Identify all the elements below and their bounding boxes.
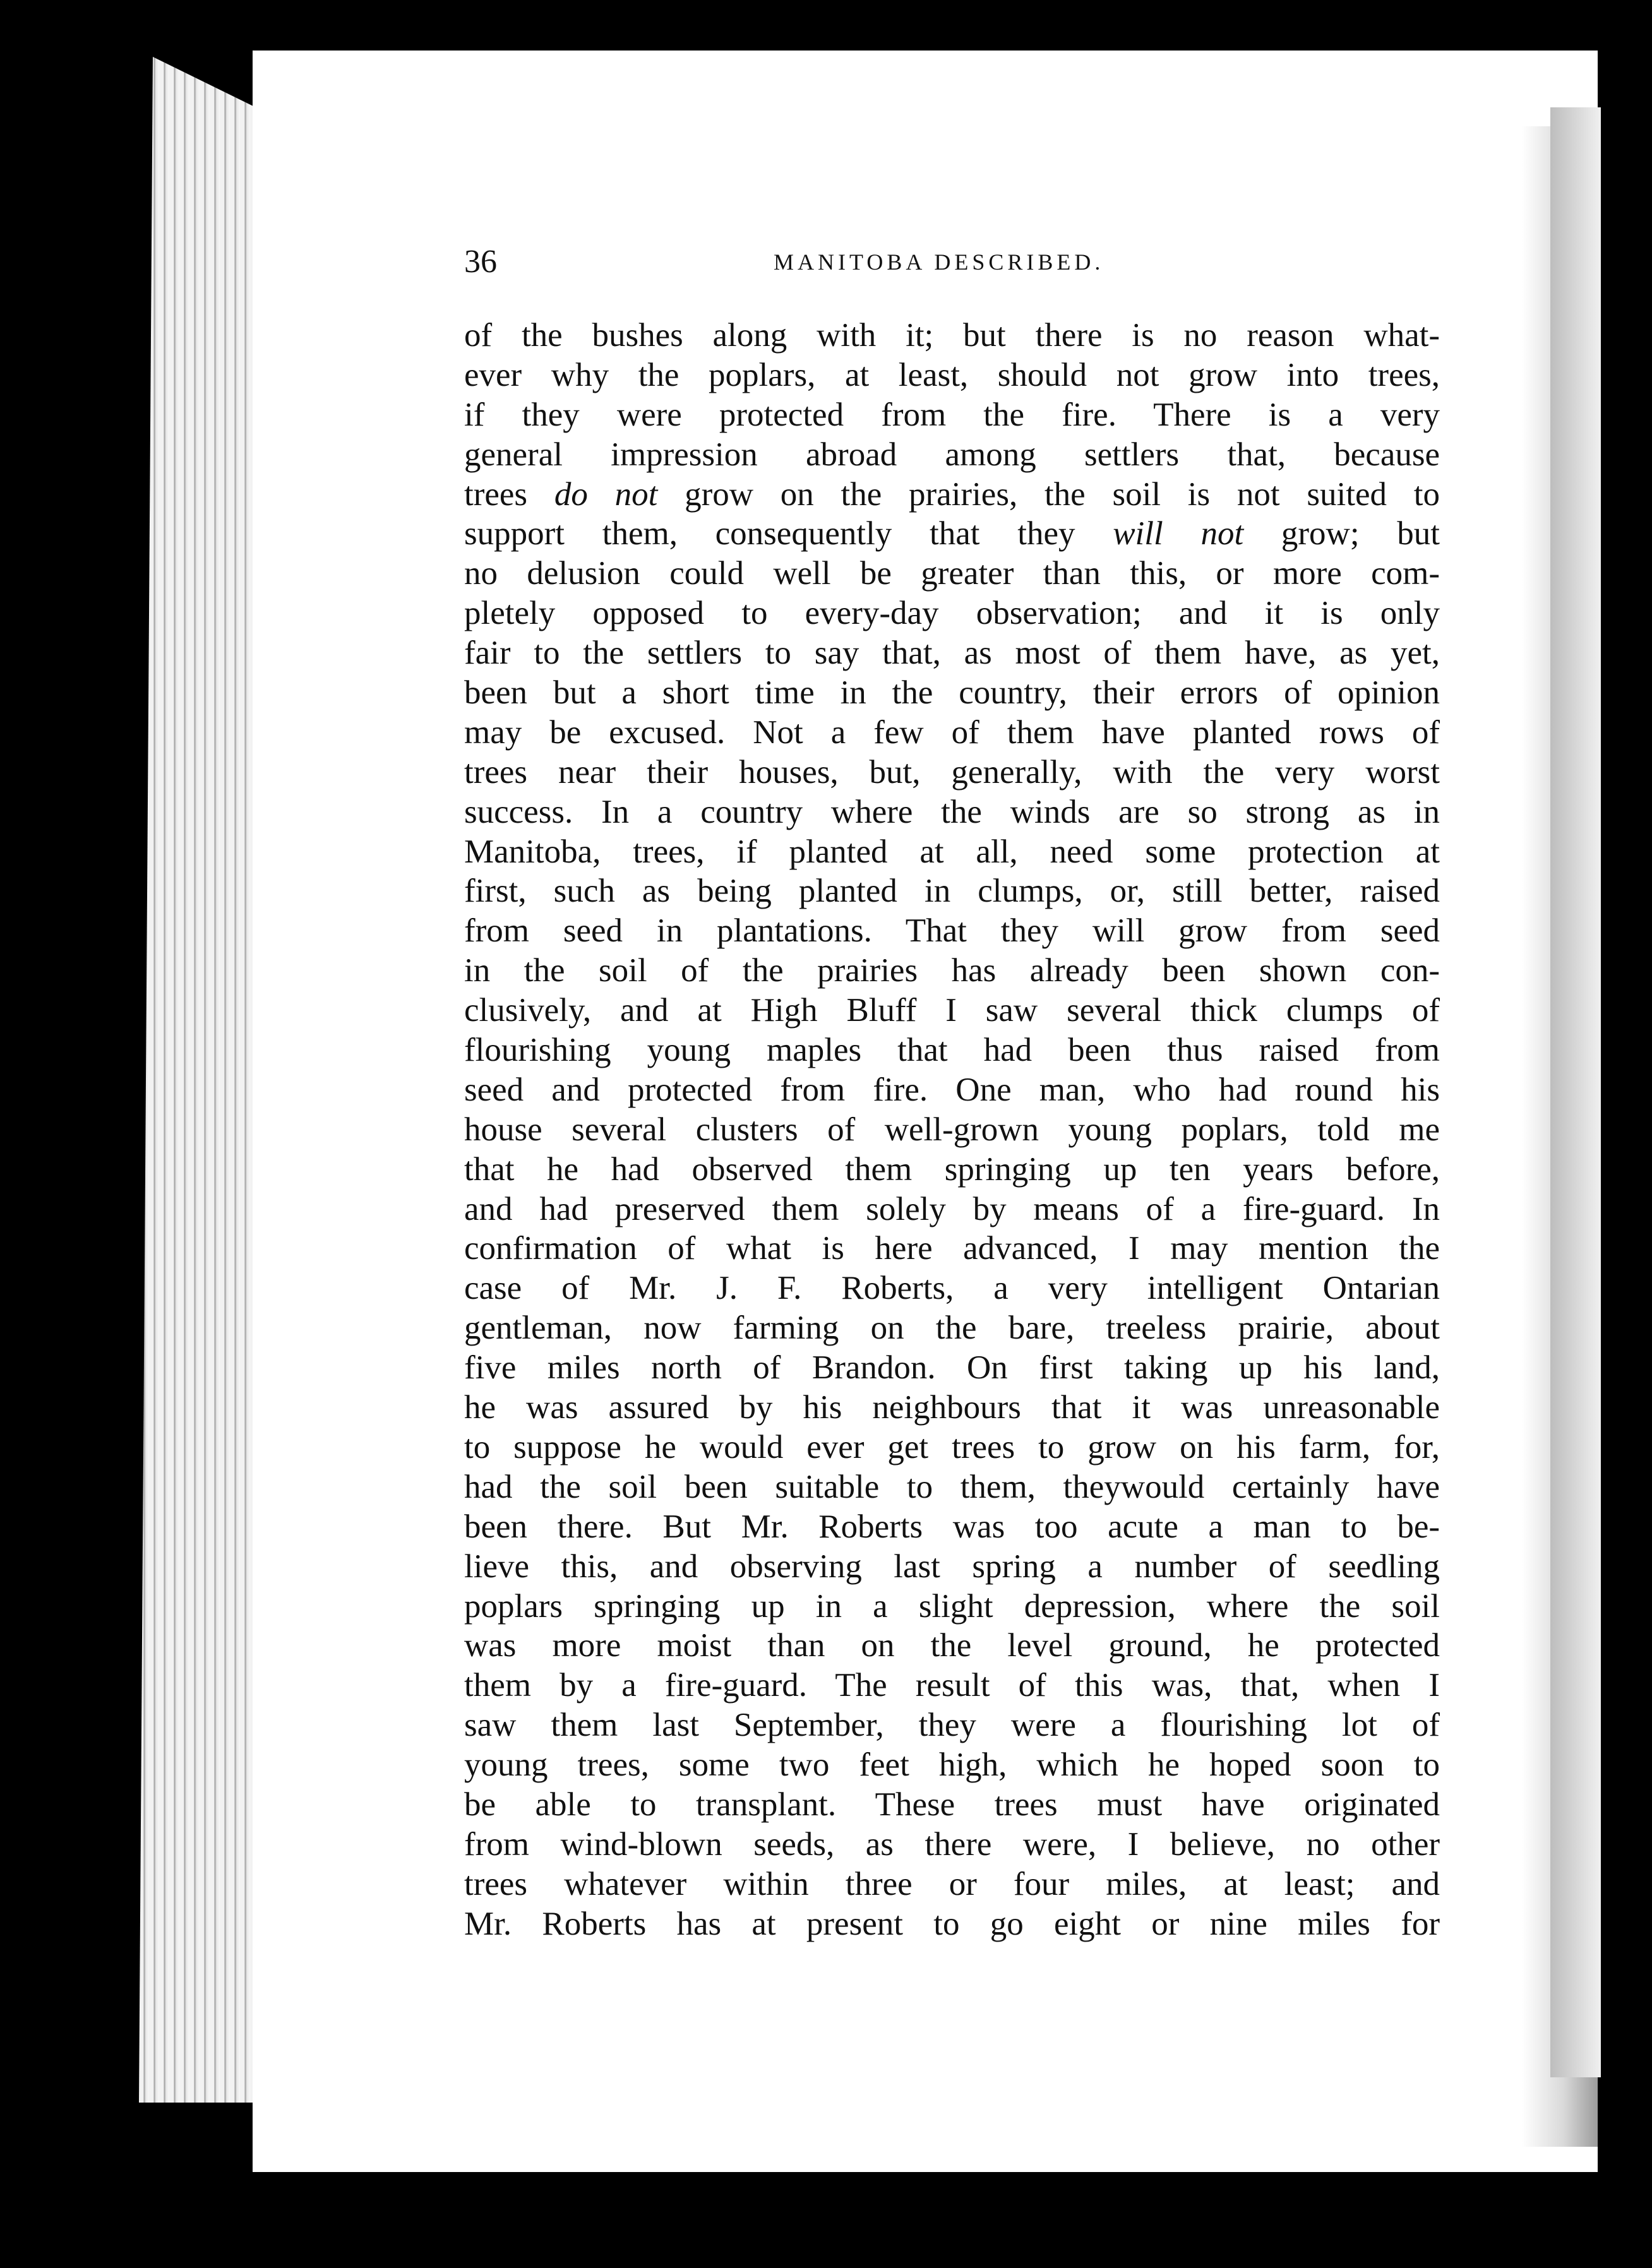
text-line: lieve this, and observing last spring a number of seedling: [464, 1548, 1440, 1585]
text-line: that he had observed them springing up ten years before,: [464, 1150, 1440, 1188]
running-head: MANITOBA DESCRIBED.: [774, 249, 1104, 275]
text-line: case of Mr. J. F. Roberts, a very intelligent Ontarian: [464, 1270, 1440, 1307]
text-line: Manitoba, trees, if planted at all, need some protection at: [464, 833, 1440, 870]
text-line: pletely opposed to every-day observation; and it is only: [464, 595, 1440, 632]
text-line: of the bushes along with it; but there is no reason what-: [464, 317, 1440, 354]
text-line: if they were protected from the fire. There is a very: [464, 396, 1440, 433]
text-line: be able to transplant. These trees must have originated: [464, 1786, 1440, 1823]
body-text: [464, 316, 1440, 1944]
text-line: fair to the settlers to say that, as most of them have, as yet,: [464, 635, 1440, 672]
text-line: may be excused. Not a few of them have planted rows of: [464, 713, 1440, 751]
text-line: Mr. Roberts has at present to go eight or nine miles for: [464, 1905, 1440, 1942]
text-line: confirmation of what is here advanced, I may mention the: [464, 1230, 1440, 1267]
text-line: trees do not grow on the prairies, the soil is not suited to: [464, 475, 1440, 513]
text-line: from wind-blown seeds, as there were, I believe, no other: [464, 1825, 1440, 1863]
text-line: saw them last September, they were a flourishing lot of: [464, 1707, 1440, 1744]
text-line: five miles north of Brandon. On first taking up his land,: [464, 1349, 1440, 1387]
text-line: young trees, some two feet high, which he hoped soon to: [464, 1746, 1440, 1784]
text-line: poplars springing up in a slight depression, where the soil: [464, 1587, 1440, 1625]
book-fore-edge: [1550, 107, 1601, 2077]
text-line: and had preserved them solely by means of a fire-guard. In: [464, 1190, 1440, 1227]
page-number: 36: [464, 244, 497, 280]
italic-emphasis: will not: [1113, 515, 1244, 552]
text-line: flourishing young maples that had been thus raised from: [464, 1032, 1440, 1069]
text-line: gentleman, now farming on the bare, treeless prairie, about: [464, 1310, 1440, 1347]
text-line: been there. But Mr. Roberts was too acute a man to be-: [464, 1508, 1440, 1545]
text-line: house several clusters of well-grown young poplars, told me: [464, 1111, 1440, 1148]
text-line: been but a short time in the country, their errors of opinion: [464, 674, 1440, 712]
text-line: success. In a country where the winds are so strong as in: [464, 793, 1440, 830]
text-line: clusively, and at High Bluff I saw several thick clumps of: [464, 992, 1440, 1029]
text-line: trees near their houses, but, generally, with the very worst: [464, 753, 1440, 791]
italic-emphasis: do not: [554, 475, 658, 513]
text-line: first, such as being planted in clumps, or, still better, raised: [464, 873, 1440, 910]
text-line: to suppose he would ever get trees to grow on his farm, for,: [464, 1428, 1440, 1465]
text-line: he was assured by his neighbours that it was unreasonable: [464, 1389, 1440, 1426]
text-line: seed and protected from fire. One man, who had round his: [464, 1071, 1440, 1108]
text-line: support them, consequently that they will not grow; but: [464, 515, 1440, 552]
text-line: was more moist than on the level ground, he protected: [464, 1627, 1440, 1664]
text-line: from seed in plantations. That they will grow from seed: [464, 912, 1440, 950]
text-line: in the soil of the prairies has already been shown con-: [464, 952, 1440, 989]
text-line: no delusion could well be greater than this, or more com-: [464, 555, 1440, 592]
page-header: [464, 237, 1203, 287]
text-line: ever why the poplars, at least, should not grow into trees,: [464, 356, 1440, 393]
text-line: had the soil been suitable to them, theywould certainly have: [464, 1468, 1440, 1505]
text-line: trees whatever within three or four miles, at least; and: [464, 1865, 1440, 1902]
text-line: general impression abroad among settlers that, because: [464, 436, 1440, 473]
text-line: them by a fire-guard. The result of this was, that, when I: [464, 1667, 1440, 1704]
